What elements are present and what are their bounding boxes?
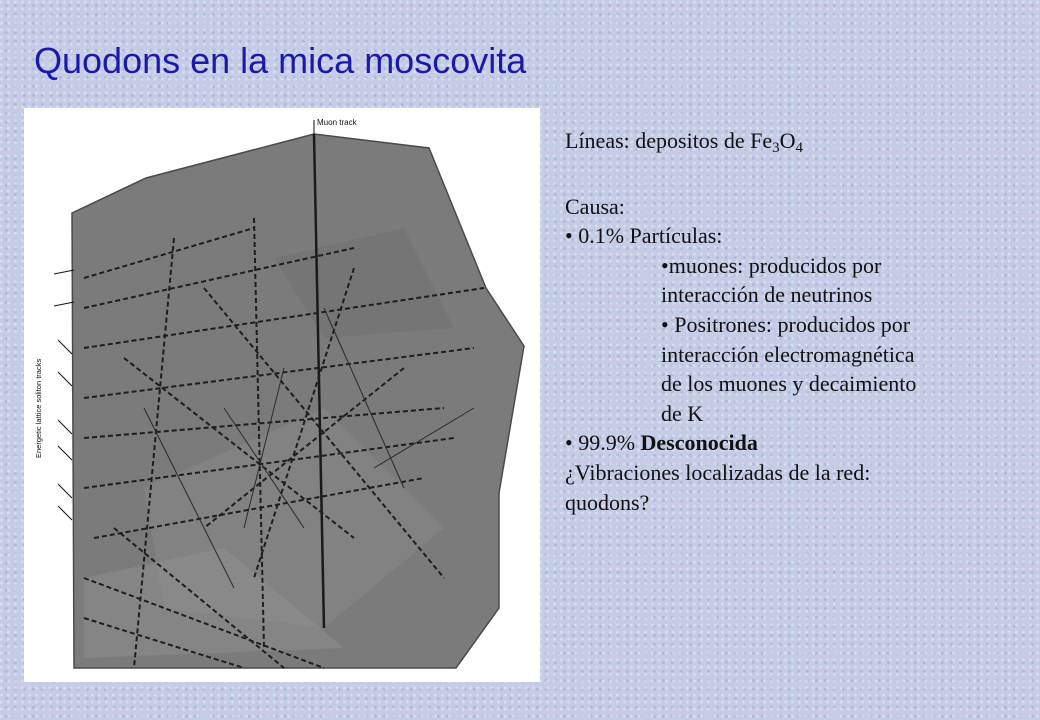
positrones-line-3: de los muones y decaimiento	[661, 371, 917, 397]
desconocida-bullet: • 99.9% Desconocida	[565, 430, 758, 456]
positrones-line-4: de K	[661, 400, 704, 426]
particulas-bullet: • 0.1% Partículas:	[565, 223, 723, 249]
muon-track-label: Muon track	[317, 118, 357, 127]
question-line-2: quodons?	[565, 489, 650, 515]
description-text	[565, 126, 1035, 517]
positrones-line-2: interacción electromagnética	[661, 341, 915, 367]
lineas-line: Líneas: depositos de $Fe_3O_4$	[565, 128, 804, 156]
slide-title: Quodons en la mica moscovita	[34, 40, 527, 81]
question-line-1: ¿Vibraciones localizadas de la red:	[565, 459, 871, 485]
muones-line-2: interacción de neutrinos	[661, 282, 873, 308]
causa-line: Causa:	[565, 193, 625, 219]
mica-photo	[24, 108, 540, 682]
soliton-tracks-label: Energetic lattice soliton tracks	[34, 358, 43, 458]
muones-bullet: •muones: producidos por	[661, 252, 882, 278]
positrones-bullet: • Positrones: producidos por	[661, 311, 911, 337]
mica-figure	[24, 108, 540, 682]
